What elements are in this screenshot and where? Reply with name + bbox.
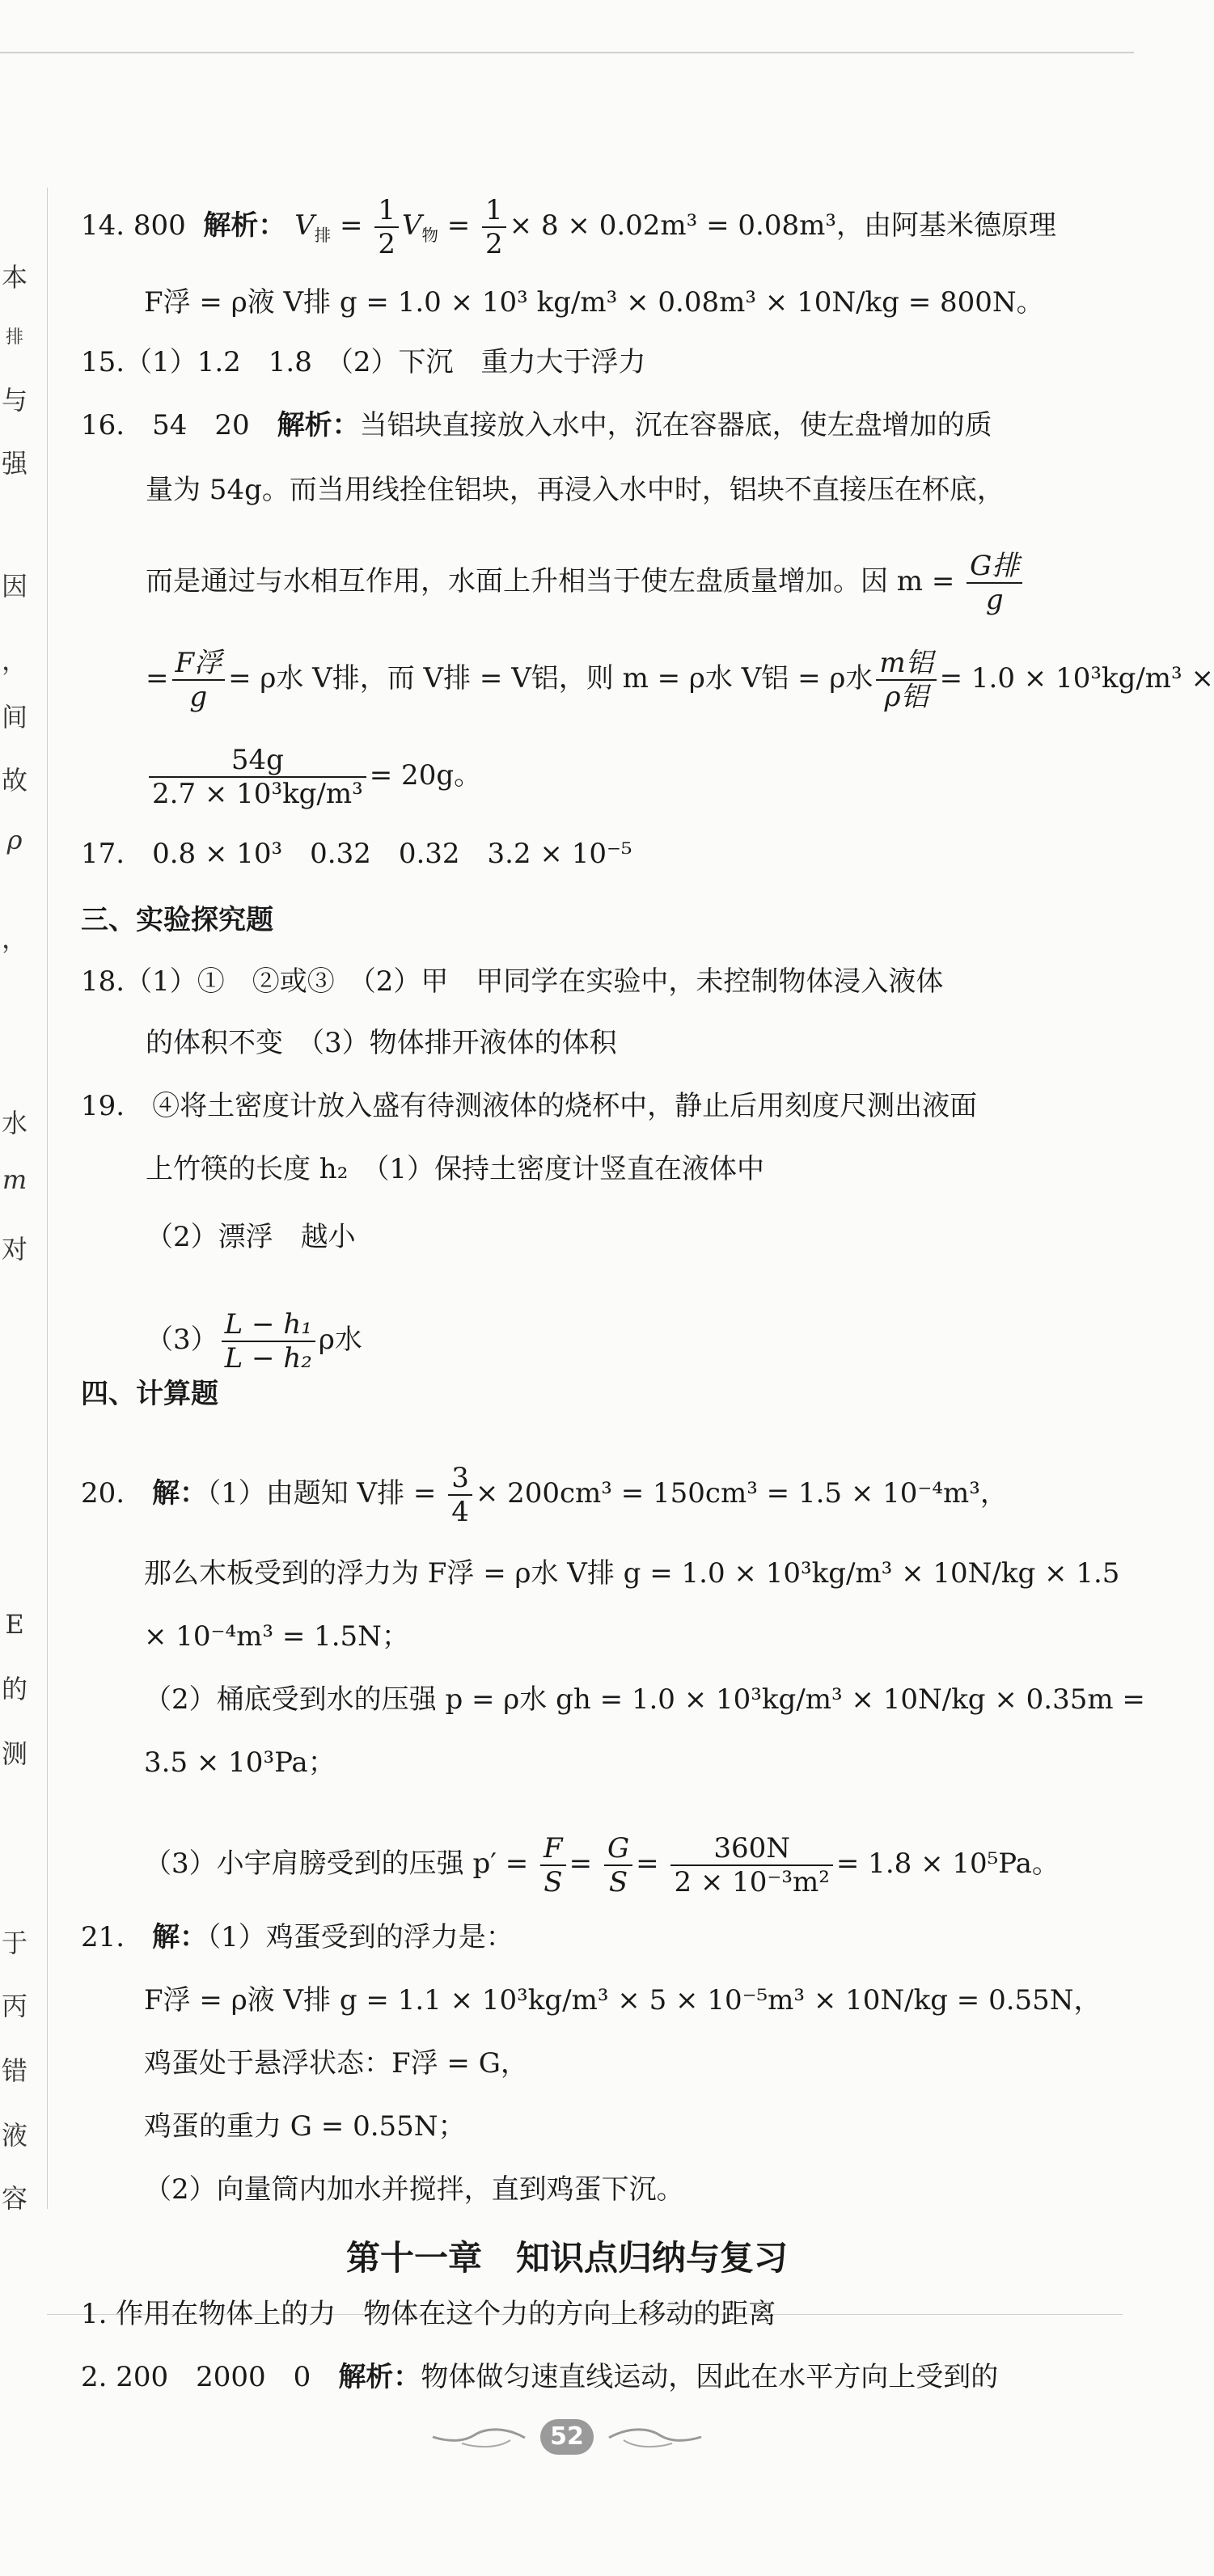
- q21-line4: 鸡蛋的重力 G = 0.55N；: [144, 2110, 466, 2143]
- fraction: $\frac{\text{L − h₁}}{\text{L − h₂}}$: [222, 1308, 315, 1375]
- q20-line6: （3）小宇肩膀受到的压强 p′ = $\frac{F}{S}$ = $\frac{G}{S}$ = $\frac{360N}{\text{2 × 10⁻³m²}}$ = 1.8 × 10⁵Pa。: [144, 1832, 1060, 1898]
- margin-char: ，: [1, 923, 27, 954]
- fraction: $\frac{3}{4}$: [448, 1462, 472, 1528]
- margin-char: ρ: [6, 825, 23, 855]
- margin-char: 测: [1, 1738, 27, 1769]
- fraction: $\frac{1}{2}$: [374, 194, 399, 260]
- margin-char: 与: [1, 385, 27, 416]
- q14-line1: 14. 800 解析： $V_排$ = $\frac{1}{2}$ $V_物$ = $\frac{1}{2}$ × 8 × 0.02m³ = 0.08m³，由阿基米德原理: [81, 194, 1056, 260]
- margin-char: 错: [1, 2055, 27, 2086]
- q20-line1: 20. 解：（1）由题知 V排 = $\frac{3}{4}$ × 200cm³ = 150cm³ = 1.5 × 10⁻⁴m³，: [81, 1462, 1008, 1528]
- q14-line2: F浮 = ρ液 V排 g = 1.0 × 10³ kg/m³ × 0.08m³ × 10N/kg = 800N。: [144, 286, 1044, 319]
- q16-line3: 而是通过与水相互作用，水面上升相当于使左盘质量增加。因 m = $\frac{\text{G排}}{g}$: [146, 550, 1123, 616]
- q19-line2: 上竹筷的长度 h₂ （1）保持土密度计竖直在液体中: [146, 1153, 764, 1185]
- q21-line5: （2）向量筒内加水并搅拌，直到鸡蛋下沉。: [144, 2173, 684, 2206]
- q17: 17. 0.8 × 10³ 0.32 0.32 3.2 × 10⁻⁵: [81, 838, 632, 870]
- left-margin-divider: [47, 188, 48, 2209]
- fraction: $\frac{1}{2}$: [482, 194, 506, 260]
- q16-line5: $\frac{54g}{\text{2.7 × 10³kg/m³}}$ = 20g。: [146, 744, 1123, 810]
- top-divider: [0, 52, 1134, 53]
- q18-line2: 的体积不变 （3）物体排开液体的体积: [146, 1027, 617, 1059]
- margin-char: 于: [1, 1928, 27, 1958]
- q21-line2: F浮 = ρ液 V排 g = 1.1 × 10³kg/m³ × 5 × 10⁻⁵m³ × 10N/kg = 0.55N，: [144, 1984, 1102, 2016]
- knowledge-item-1: 1. 作用在物体上的力 物体在这个力的方向上移动的距离: [81, 2298, 776, 2330]
- fraction: $\frac{\text{G排}}{g}$: [967, 550, 1022, 616]
- q16-line4: = $\frac{\text{F浮}}{g}$ = ρ水 V排，而 V排 = V铝，则 m = ρ水 V铝 = ρ水 $\frac{\text{m铝}}{\text{ρ铝}}$ = 1.0 × 10³kg/m³ ×: [146, 647, 1214, 713]
- section-heading-3: 三、实验探究题: [81, 904, 273, 936]
- q18-line1: 18.（1）① ②或③ （2）甲 甲同学在实验中，未控制物体浸入液体: [81, 965, 944, 998]
- margin-char: 对: [1, 1234, 27, 1265]
- page-number: 52: [527, 2419, 607, 2460]
- margin-char: 本: [1, 262, 27, 293]
- q20-line4: （2）桶底受到水的压强 p = ρ水 gh = 1.0 × 10³kg/m³ × 10N/kg × 0.35m =: [144, 1683, 1145, 1716]
- chapter-title: 第十一章 知识点归纳与复习: [345, 2238, 788, 2278]
- margin-char: 强: [1, 448, 27, 479]
- fraction: $\frac{G}{S}$: [604, 1832, 632, 1898]
- margin-char: 故: [1, 765, 27, 796]
- ornament-right-icon: [607, 2426, 704, 2450]
- margin-char: 排: [5, 327, 23, 348]
- ornament-left-icon: [429, 2426, 527, 2450]
- fraction: $\frac{\text{F浮}}{g}$: [172, 647, 226, 713]
- q19-line3: （2）漂浮 越小: [146, 1221, 356, 1253]
- margin-char: 的: [1, 1674, 27, 1704]
- margin-char: ，: [1, 645, 27, 676]
- margin-char: m: [2, 1164, 27, 1195]
- fraction: $\frac{\text{m铝}}{\text{ρ铝}}$: [876, 647, 936, 713]
- q19-line4: （3） $\frac{\text{L − h₁}}{\text{L − h₂}}$ ρ水: [146, 1308, 362, 1375]
- margin-char: 液: [1, 2120, 27, 2151]
- margin-char: 间: [1, 702, 27, 733]
- fraction: $\frac{F}{S}$: [540, 1832, 566, 1898]
- section-heading-4: 四、计算题: [81, 1378, 218, 1410]
- fraction: $\frac{360N}{\text{2 × 10⁻³m²}}$: [670, 1832, 832, 1898]
- margin-char: 因: [1, 571, 27, 602]
- q16-line1: 16. 54 20 解析：当铝块直接放入水中，沉在容器底，使左盘增加的质: [81, 409, 992, 441]
- q16-line2: 量为 54g。而当用线拴住铝块，再浸入水中时，铝块不直接压在杯底，: [146, 474, 1005, 506]
- margin-char: 水: [1, 1108, 27, 1138]
- q20-line5: 3.5 × 10³Pa；: [144, 1746, 336, 1779]
- q21-line1: 21. 解：（1）鸡蛋受到的浮力是：: [81, 1921, 514, 1953]
- q20-line3: × 10⁻⁴m³ = 1.5N；: [144, 1620, 409, 1653]
- knowledge-item-2: 2. 200 2000 0 解析：物体做匀速直线运动，因此在水平方向上受到的: [81, 2361, 999, 2393]
- margin-char: 容: [1, 2183, 27, 2214]
- q19-line1: 19. ④将土密度计放入盛有待测液体的烧杯中，静止后用刻度尺测出液面: [81, 1090, 978, 1122]
- fraction: $\frac{54g}{\text{2.7 × 10³kg/m³}}$: [149, 744, 366, 810]
- margin-char: E: [5, 1609, 24, 1640]
- q20-line2: 那么木板受到的浮力为 F浮 = ρ水 V排 g = 1.0 × 10³kg/m³ × 10N/kg × 1.5: [144, 1557, 1120, 1590]
- q15: 15.（1）1.2 1.8 （2）下沉 重力大于浮力: [81, 346, 646, 378]
- margin-char: 丙: [1, 1991, 27, 2021]
- q21-line3: 鸡蛋处于悬浮状态：F浮 = G，: [144, 2047, 528, 2080]
